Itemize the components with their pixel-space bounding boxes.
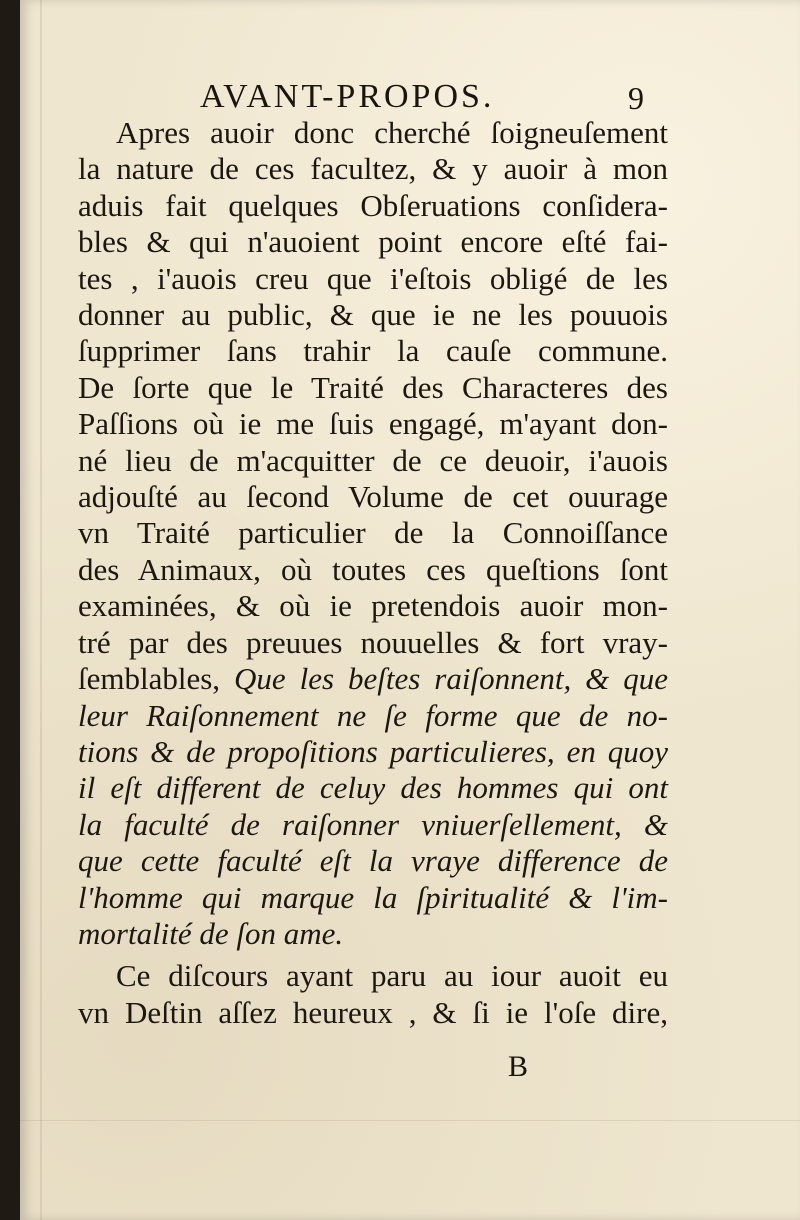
italic-line: la faculté de raiſonner vniuerſellement, & bbox=[78, 806, 668, 842]
text-line: De ſorte que le Traité des Characteres des bbox=[78, 369, 668, 405]
page-number: 9 bbox=[628, 80, 644, 116]
text-line: Ce diſcours ayant paru au iour auoit eu bbox=[116, 958, 668, 994]
paper-crease bbox=[20, 1120, 800, 1121]
running-head: AVANT-PROPOS. bbox=[200, 78, 495, 115]
text-line: aduis fait quelques Obſeruations conſidera- bbox=[78, 187, 668, 223]
italic-fragment: Que les beſtes raiſonnent, & que bbox=[234, 661, 668, 697]
italic-line: tions & de propoſitions particulieres, en quoy bbox=[78, 733, 668, 769]
book-page bbox=[20, 0, 800, 1220]
gutter-shadow bbox=[40, 0, 42, 1220]
text-line: donner au public, & que ie ne les pouuois bbox=[78, 297, 668, 333]
italic-line: que cette faculté eſt la vraye difference de bbox=[78, 843, 668, 879]
italic-line: leur Raiſonnement ne ſe forme que de no- bbox=[78, 697, 668, 733]
text-line: vn Traité particulier de la Connoiſſance bbox=[78, 515, 668, 551]
italic-line: il eſt different de celuy des hommes qui ont bbox=[78, 770, 668, 806]
text-line: adjouſté au ſecond Volume de cet ouurage bbox=[78, 479, 668, 515]
text-line: Apres auoir donc cherché ſoigneuſement bbox=[116, 115, 668, 150]
text-fragment: ſemblables, bbox=[78, 661, 221, 697]
text-line: bles & qui n'auoient point encore eſté fai- bbox=[78, 224, 668, 260]
text-line: vn Deſtin aſſez heureux , & ſi ie l'oſe dire, bbox=[78, 994, 668, 1030]
text-line: tes , i'auois creu que i'eſtois obligé de les bbox=[78, 260, 668, 296]
page-header bbox=[20, 70, 800, 120]
text-line: ſupprimer ſans trahir la cauſe commune. bbox=[78, 333, 668, 369]
body-text bbox=[78, 115, 668, 1031]
italic-line: mortalité de ſon ame. bbox=[78, 915, 344, 951]
text-line: né lieu de m'acquitter de ce deuoir, i'auois bbox=[78, 442, 668, 478]
text-line: la nature de ces facultez, & y auoir à mon bbox=[78, 151, 668, 187]
text-line: examinées, & où ie pretendois auoir mon- bbox=[78, 588, 668, 624]
italic-line: l'homme qui marque la ſpiritualité & l'im- bbox=[78, 879, 668, 915]
text-line: Paſſions où ie me ſuis engagé, m'ayant don- bbox=[78, 406, 668, 442]
signature-mark: B bbox=[508, 1050, 529, 1083]
text-line-mixed bbox=[78, 661, 668, 697]
text-line: des Animaux, où toutes ces queſtions ſont bbox=[78, 551, 668, 587]
text-line: tré par des preuues nouuelles & fort vray- bbox=[78, 624, 668, 660]
